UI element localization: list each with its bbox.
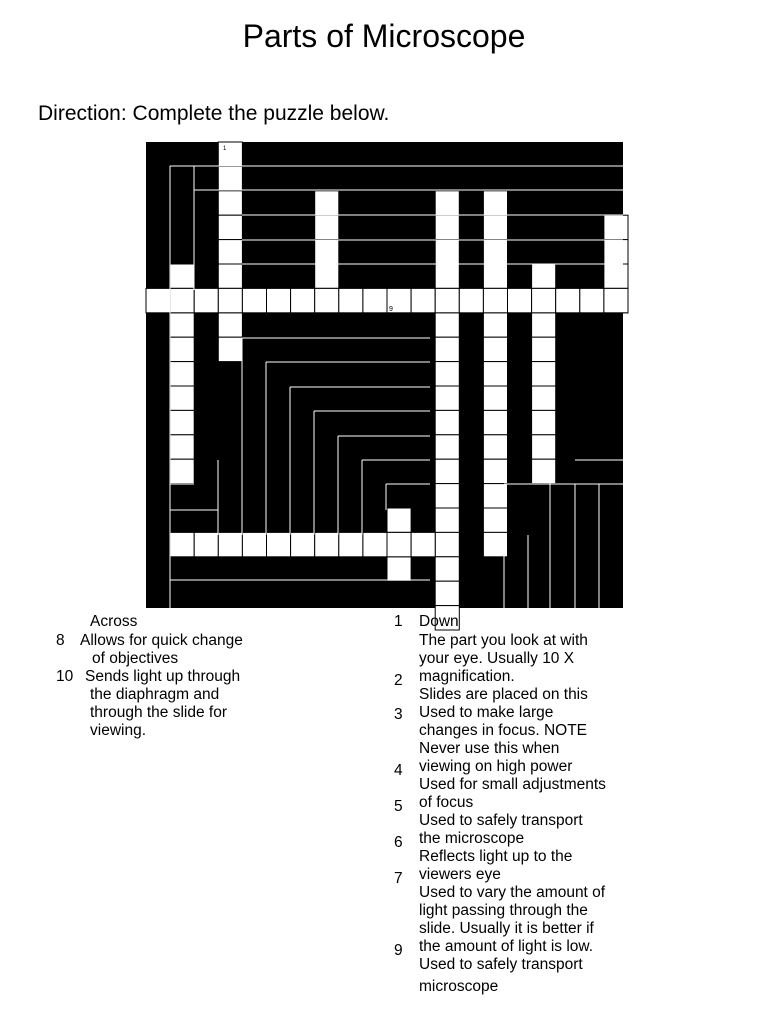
crossword-cell[interactable] — [170, 313, 194, 337]
crossword-cell[interactable] — [218, 215, 242, 239]
down-clue-line: of focus — [419, 794, 474, 811]
crossword-cell[interactable] — [218, 313, 242, 337]
page-title: Parts of Microscope — [242, 18, 526, 54]
crossword-cell[interactable] — [435, 288, 459, 312]
crossword-cell[interactable] — [435, 581, 459, 605]
across-clue-line: Allows for quick change — [80, 632, 243, 649]
crossword-cell[interactable] — [170, 362, 194, 386]
crossword-cell[interactable] — [604, 240, 628, 264]
cell-number: 9 — [389, 306, 393, 313]
crossword-cell[interactable] — [483, 410, 507, 434]
crossword-cell[interactable] — [315, 191, 339, 215]
down-clue-line: slide. Usually it is better if — [419, 920, 594, 937]
crossword-cell[interactable] — [315, 215, 339, 239]
across-clue-line: Sends light up through — [85, 668, 241, 685]
crossword-cell[interactable] — [435, 240, 459, 264]
crossword-cell[interactable] — [435, 362, 459, 386]
crossword-cell[interactable] — [459, 288, 483, 312]
crossword-cell[interactable] — [218, 288, 242, 312]
direction-text: Direction: Complete the puzzle below. — [38, 102, 390, 125]
crossword-cell[interactable] — [218, 240, 242, 264]
down-clue-line: the amount of light is low. — [419, 938, 594, 955]
crossword-cell[interactable] — [242, 532, 266, 556]
crossword-cell[interactable] — [580, 288, 604, 312]
down-clue-number: 6 — [394, 834, 403, 851]
crossword-cell[interactable] — [170, 532, 194, 556]
crossword-cell[interactable] — [411, 288, 435, 312]
crossword-cell[interactable] — [483, 484, 507, 508]
crossword-cell[interactable] — [532, 410, 556, 434]
crossword-cell[interactable] — [339, 532, 363, 556]
crossword-cell[interactable] — [435, 435, 459, 459]
down-clue-line: your eye. Usually 10 X — [419, 650, 575, 667]
crossword-cell[interactable] — [532, 264, 556, 288]
down-clue-number: 1 — [394, 613, 403, 630]
crossword-cell[interactable] — [435, 484, 459, 508]
crossword-cell[interactable] — [411, 532, 435, 556]
crossword-cell[interactable] — [435, 337, 459, 361]
crossword-cell[interactable] — [483, 386, 507, 410]
crossword-cell[interactable] — [508, 288, 532, 312]
down-clue-line: Used to make large — [419, 704, 554, 721]
crossword-cell[interactable] — [170, 386, 194, 410]
across-clue-number: 10 — [56, 668, 74, 685]
crossword-cell[interactable] — [532, 459, 556, 483]
crossword-cell[interactable] — [483, 191, 507, 215]
crossword-cell[interactable] — [483, 435, 507, 459]
crossword-cell[interactable] — [532, 386, 556, 410]
crossword-cell[interactable] — [267, 532, 291, 556]
crossword-cell[interactable] — [218, 337, 242, 361]
crossword-cell[interactable] — [435, 215, 459, 239]
across-clue-line: through the slide for — [90, 704, 228, 721]
down-clue-line: Used for small adjustments — [419, 776, 606, 793]
crossword-cell[interactable] — [532, 337, 556, 361]
crossword-cell[interactable] — [194, 288, 218, 312]
down-clue-number: 2 — [394, 672, 403, 689]
across-clue-line: viewing. — [90, 722, 146, 739]
crossword-cell[interactable] — [483, 288, 507, 312]
crossword-cell[interactable] — [604, 215, 628, 239]
down-clue-line: Reflects light up to the — [419, 848, 573, 865]
crossword-cell[interactable] — [532, 362, 556, 386]
crossword-cell[interactable] — [218, 166, 242, 190]
crossword-cell[interactable] — [387, 557, 411, 581]
down-clue-line: microscope — [419, 978, 499, 995]
down-clue-line: The part you look at with — [419, 632, 588, 649]
down-clue-line: magnification. — [419, 668, 515, 685]
crossword-cell[interactable] — [218, 532, 242, 556]
crossword-cell[interactable] — [483, 337, 507, 361]
crossword-cell[interactable] — [532, 435, 556, 459]
crossword-cell[interactable] — [483, 215, 507, 239]
down-clue-line: Slides are placed on this — [419, 686, 588, 703]
crossword-cell[interactable] — [435, 557, 459, 581]
crossword-cell[interactable] — [170, 410, 194, 434]
crossword-cell[interactable] — [170, 337, 194, 361]
crossword-cell[interactable] — [218, 264, 242, 288]
crossword-cell[interactable] — [483, 362, 507, 386]
down-heading: Down — [419, 613, 459, 630]
crossword-cell[interactable] — [242, 288, 266, 312]
cell-number: 1 — [223, 146, 227, 152]
down-clue-line: viewing on high power — [419, 758, 573, 775]
crossword-cell[interactable] — [435, 459, 459, 483]
crossword-cell[interactable] — [315, 532, 339, 556]
crossword-cell[interactable] — [435, 313, 459, 337]
crossword-cell[interactable] — [483, 459, 507, 483]
down-clue-line: Used to vary the amount of — [419, 884, 606, 901]
down-clue-line: Used to safely transport — [419, 956, 583, 973]
crossword-cell[interactable] — [218, 191, 242, 215]
crossword-cell[interactable] — [218, 142, 242, 166]
across-clue-number: 8 — [56, 632, 65, 649]
crossword-cell[interactable] — [170, 435, 194, 459]
across-clue-line: of objectives — [92, 650, 179, 667]
crossword-cell[interactable] — [435, 191, 459, 215]
crossword-cell[interactable] — [194, 532, 218, 556]
down-clue-line: changes in focus. NOTE — [419, 722, 587, 739]
crossword-cell[interactable] — [435, 386, 459, 410]
crossword-cell[interactable] — [435, 264, 459, 288]
crossword-cell[interactable] — [435, 410, 459, 434]
down-clue-line: Used to safely transport — [419, 812, 583, 829]
down-clue-number: 4 — [394, 762, 403, 779]
crossword-cell[interactable] — [315, 288, 339, 312]
crossword-cell[interactable] — [363, 288, 387, 312]
crossword-cell[interactable] — [315, 264, 339, 288]
crossword-cell[interactable] — [604, 288, 628, 312]
down-clue-number: 9 — [394, 942, 403, 959]
crossword-cell[interactable] — [267, 288, 291, 312]
crossword-cell[interactable] — [556, 288, 580, 312]
crossword-cell[interactable] — [483, 264, 507, 288]
down-clue-line: light passing through the — [419, 902, 588, 919]
crossword-cell[interactable] — [315, 240, 339, 264]
crossword-cell[interactable] — [170, 288, 194, 312]
down-clue-line: viewers eye — [419, 866, 501, 883]
crossword-cell[interactable] — [387, 508, 411, 532]
crossword-cell[interactable] — [483, 508, 507, 532]
crossword-cell[interactable] — [363, 532, 387, 556]
crossword-cell[interactable] — [604, 264, 628, 288]
crossword-cell[interactable] — [170, 459, 194, 483]
crossword-cell[interactable] — [387, 532, 411, 556]
crossword-cell[interactable] — [532, 288, 556, 312]
crossword-cell[interactable] — [435, 508, 459, 532]
crossword-cell[interactable] — [532, 313, 556, 337]
crossword-cell[interactable] — [339, 288, 363, 312]
down-clue-number: 7 — [394, 870, 403, 887]
down-clue-line: the microscope — [419, 830, 525, 847]
down-clue-line: Never use this when — [419, 740, 560, 757]
crossword-cell[interactable] — [170, 264, 194, 288]
crossword-cell[interactable] — [291, 288, 315, 312]
crossword-cell[interactable] — [291, 532, 315, 556]
crossword-cell[interactable] — [435, 532, 459, 556]
crossword-cell[interactable] — [483, 240, 507, 264]
down-clue-number: 3 — [394, 706, 403, 723]
down-clue-number: 5 — [394, 798, 403, 815]
across-heading: Across — [90, 613, 138, 630]
crossword-cell[interactable] — [146, 288, 170, 312]
across-clue-line: the diaphragm and — [90, 686, 220, 703]
crossword-cell[interactable] — [483, 313, 507, 337]
